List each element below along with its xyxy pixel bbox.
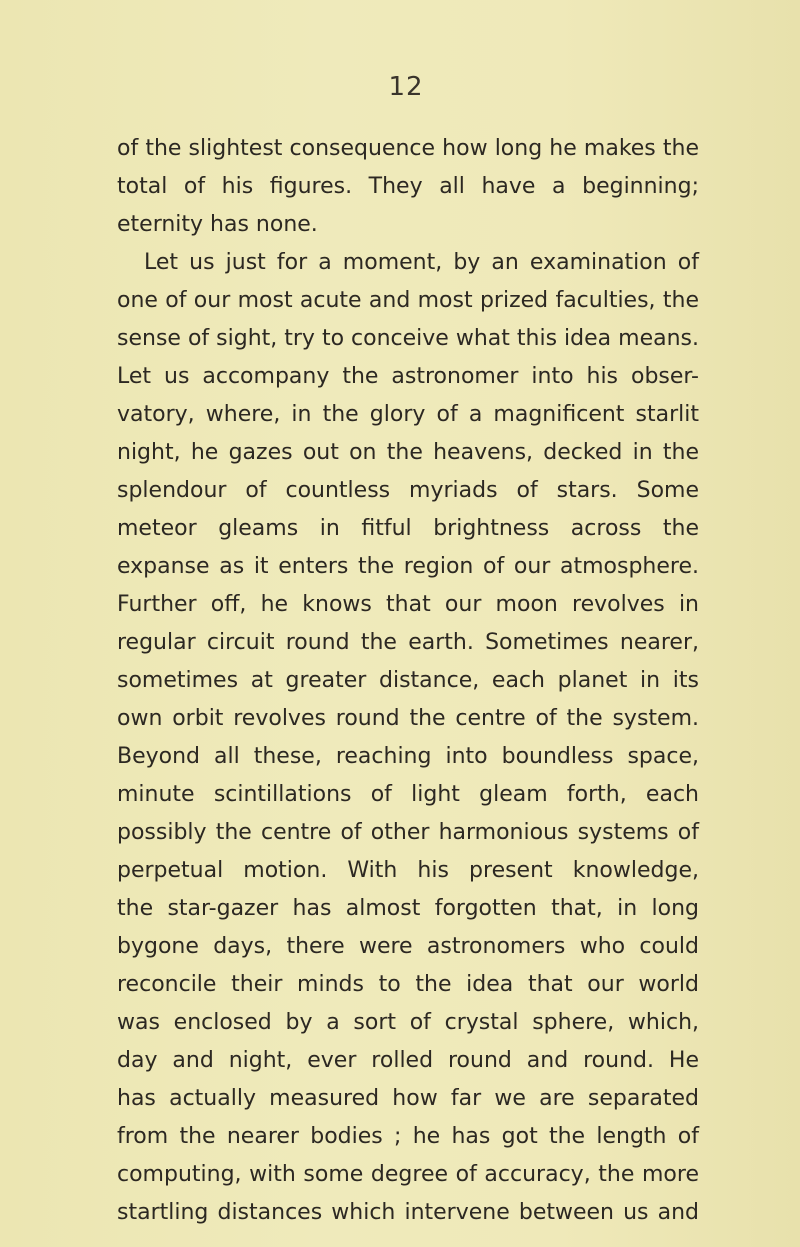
text-line: was enclosed by a sort of crystal sphere, which, (117, 1010, 699, 1035)
text-line: sometimes at greater distance, each planet in its (117, 668, 699, 693)
text-line: day and night, ever rolled round and round. He (117, 1048, 699, 1073)
text-line: the star-gazer has almost forgotten that, in long (117, 896, 699, 921)
text-line: sense of sight, try to conceive what this idea means. (117, 326, 699, 351)
text-line: eternity has none. (117, 212, 318, 237)
text-line: vatory, where, in the glory of a magnificent starlit (117, 402, 699, 427)
text-line: one of our most acute and most prized faculties, the (117, 288, 699, 313)
text-line: of the slightest consequence how long he makes the (117, 136, 699, 161)
text-line: regular circuit round the earth. Sometimes nearer, (117, 630, 699, 655)
text-line: expanse as it enters the region of our atmosphere. (117, 554, 699, 579)
text-line: Let us accompany the astronomer into his obser- (117, 364, 699, 389)
page-number: 12 (388, 72, 424, 102)
body-text (117, 130, 699, 1232)
text-line: has actually measured how far we are separated (117, 1086, 699, 1111)
text-line: from the nearer bodies ; he has got the length of (117, 1124, 699, 1149)
text-line: perpetual motion. With his present knowledge, (117, 858, 699, 883)
text-line: own orbit revolves round the centre of the system. (117, 706, 699, 731)
text-line: startling distances which intervene between us and (117, 1200, 699, 1225)
text-line: computing, with some degree of accuracy, the more (117, 1162, 699, 1187)
text-line: bygone days, there were astronomers who could (117, 934, 699, 959)
text-line: night, he gazes out on the heavens, decked in the (117, 440, 699, 465)
text-line: reconcile their minds to the idea that our world (117, 972, 699, 997)
text-line: Beyond all these, reaching into boundless space, (117, 744, 699, 769)
text-line: minute scintillations of light gleam forth, each (117, 782, 699, 807)
text-line: meteor gleams in fitful brightness across the (117, 516, 699, 541)
text-line: Further off, he knows that our moon revolves in (117, 592, 699, 617)
text-line: possibly the centre of other harmonious systems of (117, 820, 699, 845)
text-line: Let us just for a moment, by an examination of (144, 250, 699, 275)
text-line: splendour of countless myriads of stars. Some (117, 478, 699, 503)
text-line: total of his figures. They all have a beginning; (117, 174, 699, 199)
